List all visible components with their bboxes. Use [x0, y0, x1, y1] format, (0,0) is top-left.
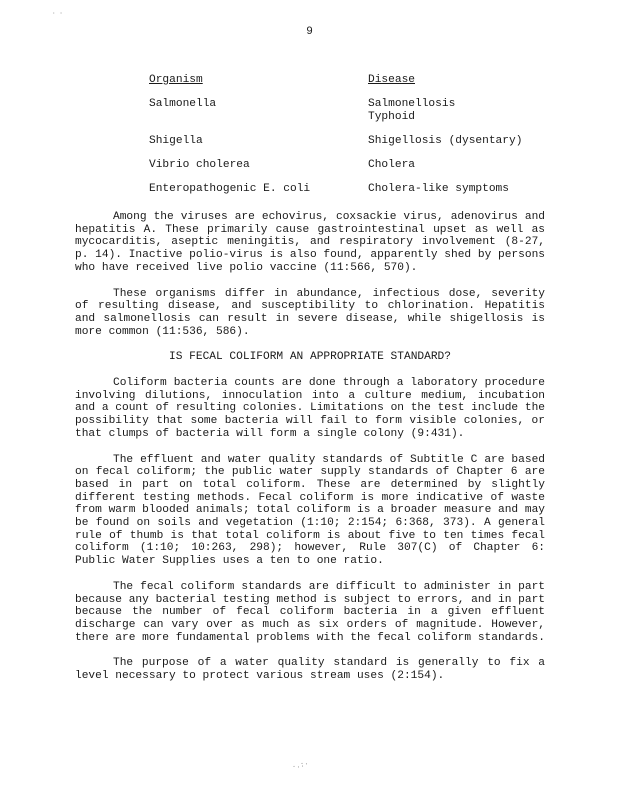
disease-cell: Cholera — [368, 159, 415, 171]
organism-cell: Shigella — [149, 135, 203, 147]
table-row — [149, 159, 569, 172]
disease-column-header: Disease — [368, 74, 415, 86]
corner-speck-mark: · · — [52, 10, 63, 17]
table-row — [149, 135, 569, 148]
paragraph-organism-differences: These organisms differ in abundance, infectious dose, severity of resulting disease, and susceptibility to chlorination. Hepatitis and salmonellosis can result in severe disease, while shigellosis is more common (11:536, 586). — [75, 287, 545, 338]
paragraph-water-quality-purpose: The purpose of a water quality standard is generally to fix a level necessary to protect various stream uses (2:154). — [75, 657, 545, 683]
disease-cell: Shigellosis (dysentary) — [368, 135, 523, 147]
body-text — [75, 211, 545, 696]
organism-disease-table — [149, 74, 569, 207]
paragraph-viruses: Among the viruses are echovirus, coxsackie virus, adenovirus and hepatitis A. These primarily cause gastrointestinal upset as well as mycocarditis, aseptic meningitis, and respiratory involvement (8-27, p. 14). Inactive polio-virus is also found, apparently shed by persons who have received live polio vaccine (11:566, 570). — [75, 211, 545, 274]
footer-smudge-mark: ·.:· — [291, 760, 310, 772]
table-header-row — [149, 74, 569, 87]
table-row — [149, 98, 569, 124]
organism-column-header: Organism — [149, 74, 203, 86]
paragraph-coliform-counts: Coliform bacteria counts are done through a laboratory procedure involving dilutions, innoculation into a culture medium, incubation and a count of resulting colonies. Limitations on the test include the possibility that some bacteria will fail to form visible colonies, or that clumps of bacteria will form a single colony (9:431). — [75, 377, 545, 440]
page-number: 9 — [306, 26, 313, 38]
organism-cell: Salmonella — [149, 98, 217, 110]
disease-cell: Typhoid — [368, 111, 415, 123]
section-heading: IS FECAL COLIFORM AN APPROPRIATE STANDARD? — [169, 351, 451, 364]
disease-cell: Cholera-like symptoms — [368, 183, 509, 195]
table-row — [149, 183, 569, 196]
organism-cell: Vibrio cholerea — [149, 159, 250, 171]
disease-cell: Salmonellosis — [368, 98, 456, 110]
organism-cell: Enteropathogenic E. coli — [149, 183, 311, 195]
paragraph-fecal-coliform-difficulty: The fecal coliform standards are difficult to administer in part because any bacterial testing method is subject to errors, and in part because the number of fecal coliform bacteria in a given effluent discharge can vary over as much as six orders of magnitude. However, there are more fundamental problems with the fecal coliform standards. — [75, 580, 545, 644]
paragraph-effluent-standards: The effluent and water quality standards of Subtitle C are based on fecal coliform; the public water supply standards of Chapter 6 are based in part on total coliform. These are determined by slightly different testing methods. Fecal coliform is more indicative of waste from warm blooded animals; total coliform is a broader measure and may be found on soils and vegetation (1:10; 2:154; 6:368, 373). A general rule of thumb is that total coliform is about five to ten times fecal coliform (1:10; 10:263, 298); however, Rule 307(C) of Chapter 6: Public Water Supplies uses a ten to one ratio. — [75, 453, 545, 568]
